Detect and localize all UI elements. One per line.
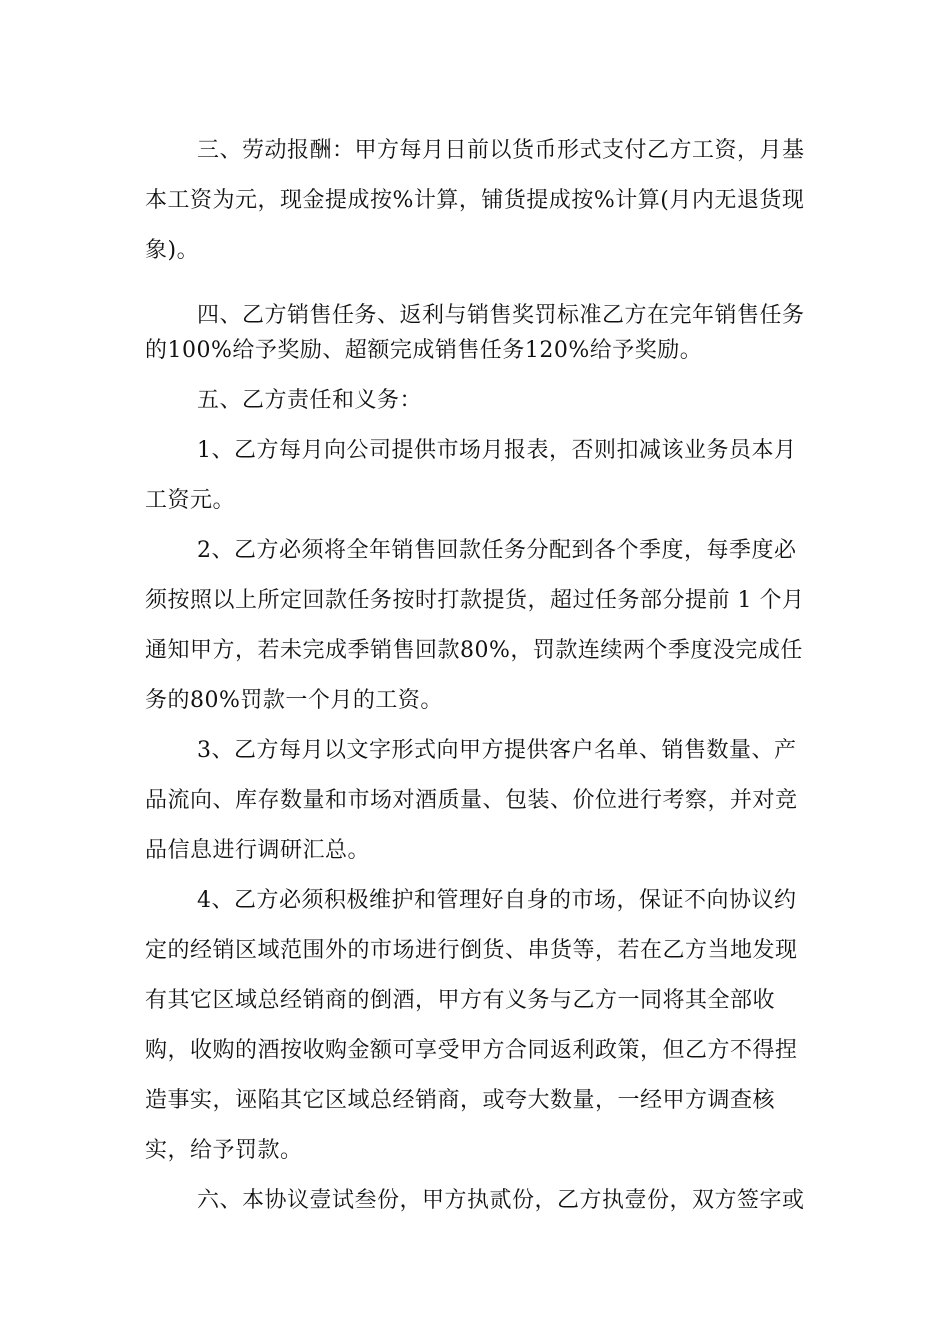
item-2-line-3: 通知甲方，若未完成季销售回款80%，罚款连续两个季度没完成任 bbox=[145, 638, 803, 663]
item-4-line-5: 造事实，诬陷其它区域总经销商，或夸大数量，一经甲方调查核 bbox=[145, 1088, 776, 1113]
item-4-line-1: 4、乙方必须积极维护和管理好自身的市场，保证不向协议约 bbox=[197, 888, 797, 913]
item-1-line-1: 1、乙方每月向公司提供市场月报表，否则扣减该业务员本月 bbox=[197, 438, 797, 463]
item-3-line-3: 品信息进行调研汇总。 bbox=[145, 838, 371, 863]
paragraph-5-heading: 五、乙方责任和义务： bbox=[197, 388, 423, 413]
item-3-line-1: 3、乙方每月以文字形式向甲方提供客户名单、销售数量、产 bbox=[197, 738, 797, 763]
paragraph-4-line-2: 的100%给予奖励、超额完成销售任务120%给予奖励。 bbox=[145, 338, 703, 363]
item-2-line-4: 务的80%罚款一个月的工资。 bbox=[145, 688, 443, 713]
item-2-line-1: 2、乙方必须将全年销售回款任务分配到各个季度，每季度必 bbox=[197, 538, 797, 563]
paragraph-3-line-3: 象)。 bbox=[145, 238, 200, 263]
paragraph-3-line-2: 本工资为元，现金提成按%计算，铺货提成按%计算(月内无退货现 bbox=[145, 188, 805, 213]
item-4-line-2: 定的经销区域范围外的市场进行倒货、串货等，若在乙方当地发现 bbox=[145, 938, 798, 963]
item-1-line-2: 工资元。 bbox=[145, 488, 236, 513]
item-3-line-2: 品流向、库存数量和市场对酒质量、包装、价位进行考察，并对竞 bbox=[145, 788, 798, 813]
item-4-line-3: 有其它区域总经销商的倒酒，甲方有义务与乙方一同将其全部收 bbox=[145, 988, 776, 1013]
item-4-line-6: 实，给予罚款。 bbox=[145, 1138, 303, 1163]
paragraph-3-line-1: 三、劳动报酬：甲方每月日前以货币形式支付乙方工资，月基 bbox=[197, 138, 805, 163]
paragraph-4-line-1: 四、乙方销售任务、返利与销售奖罚标准乙方在完年销售任务 bbox=[197, 303, 805, 328]
item-2-line-2: 须按照以上所定回款任务按时打款提货，超过任务部分提前 1 个月 bbox=[145, 588, 805, 613]
paragraph-6-line-1: 六、本协议壹试叁份，甲方执贰份，乙方执壹份，双方签字或 bbox=[197, 1188, 805, 1213]
item-4-line-4: 购，收购的酒按收购金额可享受甲方合同返利政策，但乙方不得捏 bbox=[145, 1038, 798, 1063]
